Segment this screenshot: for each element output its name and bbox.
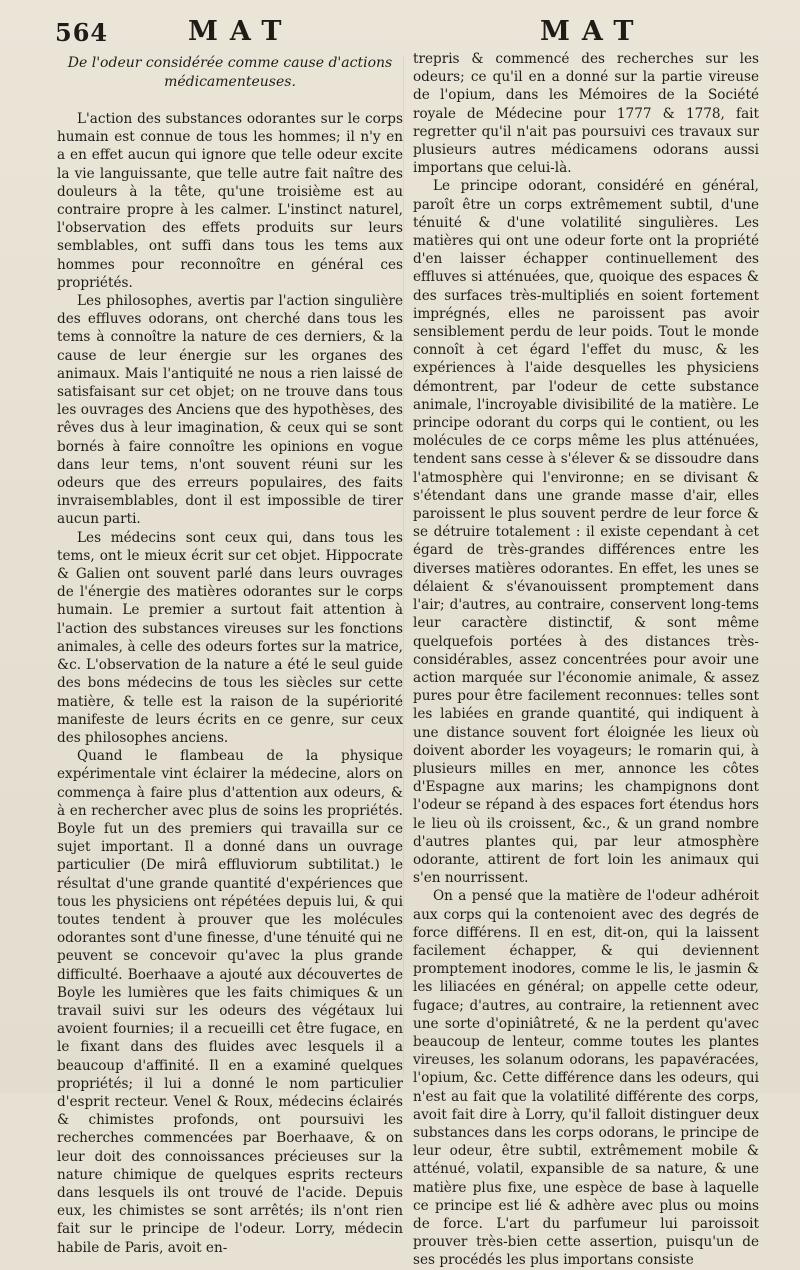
- paragraph: Les philosophes, avertis par l'action singulière des effluves odorans, ont cherché dans tous les tems à connoître la nature de ces derniers, & la cause de leur énergie sur les organes des animaux. Mais l'antiquité ne nous a rien laissé de satisfaisant sur cet objet; on ne trouve dans tous les ouvrages des Anciens que des hypothèses, des rêves dus à leur imagination, & ceux qui se sont bornés à faire connoître les opinions en vogue dans leur tems, n'ont souvent réuni sur les odeurs que des erreurs populaires, des faits invraisemblables, dont il est impossible de tirer aucun parti.: [57, 293, 403, 528]
- right-column: [413, 50, 759, 1269]
- running-head-right: MAT: [540, 16, 646, 47]
- paragraph: Le principe odorant, considéré en général, paroît être un corps extrêmement subtil, d'une ténuité & d'une volatilité singulières. Les matières qui ont une odeur forte ont la propriété d'en laisser échapper continuellement des effluves si atténuées, que, quoique des espaces & des surfaces très-multipliés en soient fortement imprégnés, elles ne paroissent pas avoir sensiblement perdu de leur poids. Tout le monde connoît à cet égard l'effet du musc, & les expériences à l'aide desquelles les physiciens démontrent, par l'odeur de cette substance animale, l'incroyable divisibilité de la matière. Le principe odorant du corps qui le contient, ou les molécules de ce corps même les plus atténuées, tendent sans cesse à s'élever & se dissoudre dans l'atmosphère qui l'environne; en se divisant & s'étendant dans une grande masse d'air, elles paroissent le plus souvent perdre de leur force & se détruire totalement : il existe cependant à cet égard de très-grandes différences entre les diverses matières odorantes. En effet, les unes se délaient & s'évanouissent promptement dans l'air; d'autres, au contraire, conservent long-tems leur caractère distinctif, & sont même quelquefois portées à des distances très-considérables, assez concentrées pour avoir une action marquée sur l'économie animale, & assez pures pour être facilement reconnues: telles sont les labiées en grande quantité, qui indiquent à une distance souvent fort éloignée les lieux où doivent aborder les voyageurs; le romarin qui, à plusieurs milles en mer, annonce les côtes d'Espagne aux marins; les champignons dont l'odeur se répand à des espaces fort étendus hors le lieu où ils croissent, &c., & un grand nombre d'autres plantes qui, par leur atmosphère odorante, attirent de fort loin les animaux qui s'en nourrissent.: [413, 178, 759, 887]
- paragraph: On a pensé que la matière de l'odeur adhéroit aux corps qui la contenoient avec des degrés de force différens. Il en est, dit-on, qui la laissent facilement échapper, & qui deviennent promptement inodores, comme le lis, le jasmin & les liliacées en général; on appelle cette odeur, fugace; d'autres, au contraire, la retiennent avec une sorte d'opiniâtreté, & ne la perdent qu'avec beaucoup de lenteur, comme toutes les plantes vireuses, les solanum odorans, les papavéracées, l'opium, &c. Cette différence dans les odeurs, qui n'est au fait que la volatilité différente des corps, avoit fait dire à Lorry, qu'il falloit distinguer deux substances dans les corps odorans, le principe de leur odeur, être subtil, extrêmement mobile & atténué, volatil, expansible de sa nature, & une matière plus fixe, une espèce de base à laquelle ce principe est lié & adhère avec plus ou moins de force. L'art du parfumeur lui paroissoit prouver très-bien cette assertion, puisqu'un de ses procédés les plus importans consiste: [413, 888, 759, 1269]
- running-head-left: MAT: [188, 16, 294, 47]
- paragraph: L'action des substances odorantes sur le corps humain est connue de tous les hommes; il n'y en a en effet aucun qui ignore que telle odeur excite la vie languissante, que telle autre fait naître des douleurs à la tête, qu'une troisième est au contraire propre à les calmer. L'instinct naturel, l'observation des effets produits sur leurs semblables, ont suffi dans tous les tems aux hommes pour reconnoître en général ces propriétés.: [57, 111, 403, 291]
- paragraph: Les médecins sont ceux qui, dans tous les tems, ont le mieux écrit sur cet objet. Hippocrate & Galien ont souvent parlé dans leurs ouvrages de l'énergie des matières odorantes sur le corps humain. Le premier a surtout fait attention à l'action des substances vireuses sur les fonctions animales, à celle des odeurs fortes sur la matrice, &c. L'observation de la nature a été le seul guide des bons médecins de tous les siècles sur cette matière, & telle est la raison de la supériorité manifeste de leurs écrits en ce genre, sur ceux des philosophes anciens.: [57, 529, 403, 746]
- column-gutter: [403, 55, 404, 1075]
- left-column: [57, 50, 403, 1256]
- paragraph-continued: trepris & commencé des recherches sur les odeurs; ce qu'il en a donné sur la partie vireuse de l'opium, dans les Mémoires de la Société royale de Médecine pour 1777 & 1778, fait regretter qu'il n'ait pas poursuivi ces travaux sur plusieurs autres médicamens odorans aussi importans que celui-là.: [413, 51, 759, 177]
- page-number: 564: [55, 18, 109, 47]
- page-header: [0, 0, 800, 48]
- paragraph: Quand le flambeau de la physique expérimentale vint éclairer la médecine, alors on commença à faire plus d'attention aux odeurs, & à en rechercher avec plus de soins les propriétés. Boyle fut un des premiers qui travailla sur ce sujet important. Il a donné dans un ouvrage particulier (De mirâ effluviorum subtilitat.) le résultat d'une grande quantité d'expériences que tous les physiciens ont répétées depuis lui, & qui toutes tendent à prouver que les molécules odorantes sont d'une finesse, d'une ténuité qui ne peuvent se concevoir qu'avec la plus grande difficulté. Boerhaave a ajouté aux découvertes de Boyle les lumières que les faits chimiques & un travail suivi sur les odeurs des végétaux lui avoient fournies; il a recueilli cet être fugace, en le fixant dans des fluides avec lesquels il a beaucoup d'affinité. Il en a examiné quelques propriétés; il lui a donné le nom particulier d'esprit recteur. Venel & Roux, médecins éclairés & chimistes profonds, ont poursuivi les recherches commencées par Boerhaave, & on leur doit des connoissances précieuses sur la nature chimique de quelques esprits recteurs dans lesquels ils ont trouvé de l'acide. Depuis eux, les chimistes se sont arrêtés; ils n'ont rien fait sur le principe de l'odeur. Lorry, médecin habile de Paris, avoit en-: [57, 748, 403, 1256]
- section-heading: De l'odeur considérée comme cause d'actions médicamenteuses.: [67, 55, 393, 90]
